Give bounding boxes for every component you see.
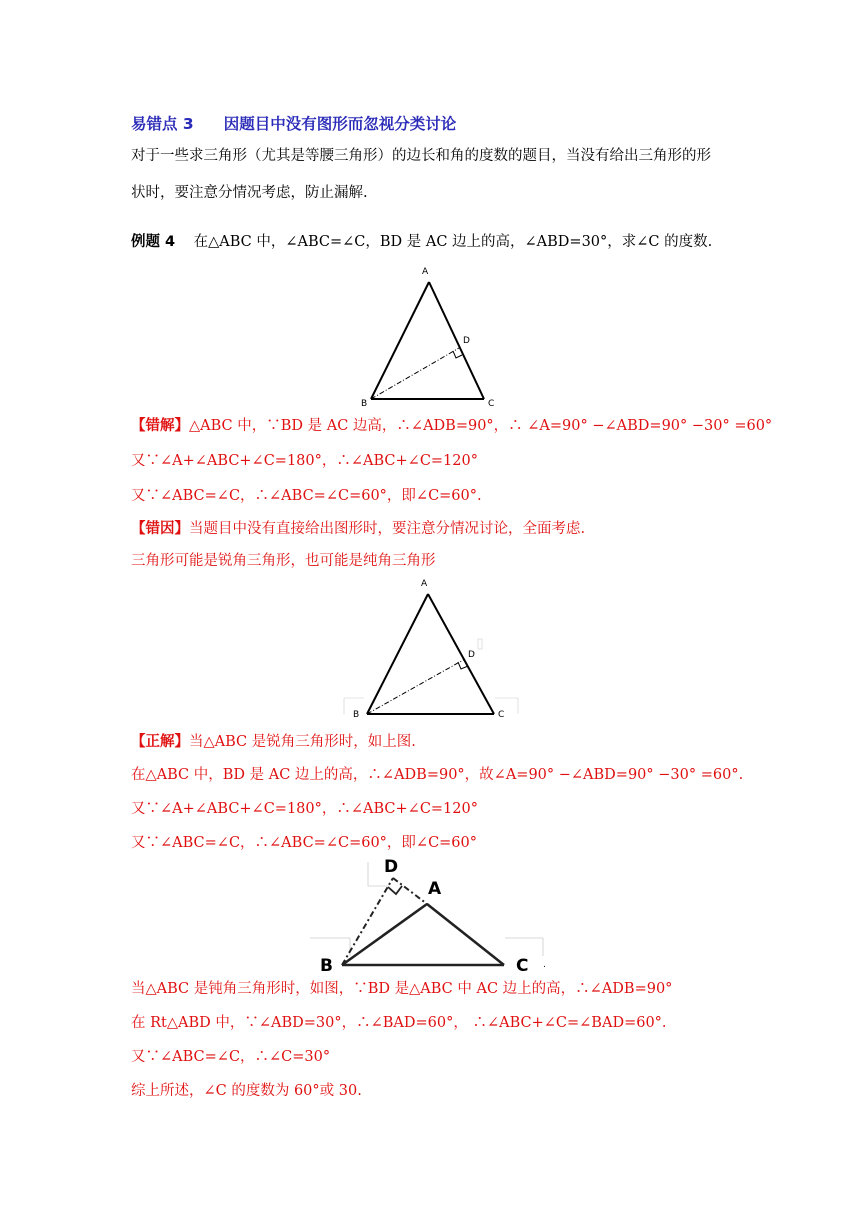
fig1-label-d: D (463, 336, 470, 346)
wrong-solution-line-1 (131, 416, 772, 436)
fig3-label-a: A (428, 879, 442, 899)
fig3-label-c: C (516, 956, 529, 976)
fig1-label-c: C (488, 399, 495, 409)
figure-obtuse-triangle (300, 852, 560, 976)
correct-solution-text-1: 当△ABC 是锐角三角形时，如上图. (189, 734, 416, 750)
correct-solution-line-4: 又∵∠ABC=∠C，∴∠ABC=∠C=60°，即∠C=60° (131, 835, 478, 851)
fig3-trailing-dot: . (543, 960, 546, 970)
obtuse-line-3: 又∵∠ABC=∠C，∴∠C=30° (131, 1049, 331, 1065)
correct-solution-line-3: 又∵∠A+∠ABC+∠C=180°，∴∠ABC+∠C=120° (131, 801, 478, 817)
fig3-label-b: B (320, 956, 333, 976)
fig2-label-c: C (498, 710, 505, 720)
error-cause-line-2: 三角形可能是锐角三角形，也可能是纯角三角形 (131, 553, 436, 569)
wrong-solution-line-2: 又∵∠A+∠ABC+∠C=180°，∴∠ABC+∠C=120° (131, 453, 478, 469)
heading-title: 因题目中没有图形而忽视分类讨论 (223, 115, 457, 133)
fig1-label-a: A (422, 267, 429, 277)
example-line (131, 232, 712, 252)
wrong-solution-text-1: △ABC 中，∵BD 是 AC 边高，∴∠ADB=90°，∴ ∠A=90° −∠ABD=90° −30° =60° (189, 418, 773, 434)
intro-line-2: 状时，要注意分情况考虑，防止漏解. (131, 185, 368, 201)
correct-solution-line-2: 在△ABC 中，BD 是 AC 边上的高，∴∠ADB=90°，故∠A=90° −∠ABD=90° −30° =60°. (131, 767, 744, 783)
error-cause-line-1 (131, 519, 585, 539)
example-text: 在△ABC 中，∠ABC=∠C，BD 是 AC 边上的高，∠ABD=30°，求∠C 的度数. (193, 234, 713, 250)
fig1-label-b: B (361, 399, 368, 409)
figure-acute-triangle-2 (340, 574, 525, 726)
obtuse-line-4: 综上所述，∠C 的度数为 60°或 30. (131, 1083, 362, 1099)
intro-line-1: 对于一些求三角形（尤其是等腰三角形）的边长和角的度数的题目，当没有给出三角形的形 (131, 148, 711, 164)
section-heading (131, 112, 456, 134)
figure-acute-triangle-1 (350, 260, 510, 408)
example-label: 例题 4 (131, 234, 176, 250)
wrong-solution-line-3: 又∵∠ABC=∠C，∴∠ABC=∠C=60°，即∠C=60°. (131, 488, 482, 504)
obtuse-line-1: 当△ABC 是钝角三角形时，如图，∵BD 是△ABC 中 AC 边上的高，∴∠ADB=90° (131, 981, 673, 997)
correct-solution-line-1 (131, 732, 416, 752)
fig2-label-d: D (468, 650, 475, 660)
fig3-label-d: D (384, 857, 399, 877)
obtuse-line-2: 在 Rt△ABD 中，∵∠ABD=30°，∴∠BAD=60°， ∴∠ABC+∠C=∠BAD=60°. (131, 1015, 667, 1031)
wrong-solution-tag: 【错解】 (131, 418, 189, 434)
error-cause-tag: 【错因】 (131, 521, 189, 537)
heading-label: 易错点 3 (131, 115, 194, 133)
correct-solution-tag: 【正解】 (131, 734, 189, 750)
fig2-label-b: B (353, 710, 360, 720)
error-cause-text-1: 当题目中没有直接给出图形时，要注意分情况讨论，全面考虑. (189, 521, 586, 537)
fig2-label-a: A (421, 579, 428, 589)
